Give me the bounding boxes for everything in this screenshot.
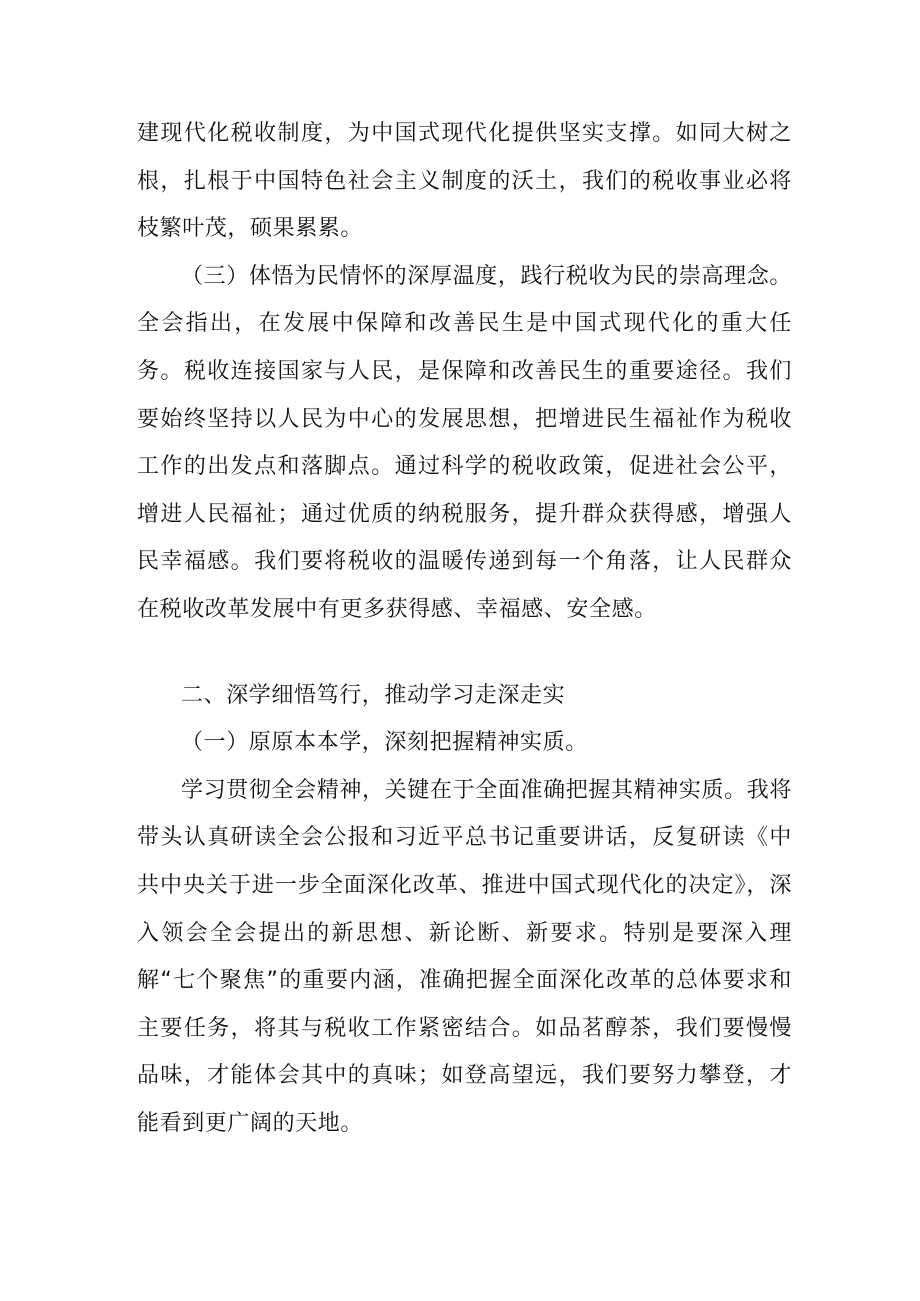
- section-heading-two: 二、深学细悟笃行，推动学习走深走实: [181, 682, 566, 708]
- document-body: [137, 110, 792, 1147]
- paragraph-section-three: （三）体悟为民情怀的深厚温度，践行税收为民的崇高理念。全会指出，在发展中保障和改善民生是中国式现代化的重大任务。税收连接国家与人民，是保障和改善民生的重要途径。我们要始终坚持以人民为中心的发展思想，把增进民生福祉作为税收工作的出发点和落脚点。通过科学的税收政策，促进社会公平，增进人民福祉；通过优质的纳税服务，提升群众获得感，增强人民幸福感。我们要将税收的温暖传递到每一个角落，让人民群众在税收改革发展中有更多获得感、幸福感、安全感。: [137, 263, 792, 622]
- paragraph-study: 学习贯彻全会精神，关键在于全面准确把握其精神实质。我将带头认真研读全会公报和习近平总书记重要讲话，反复研读《中共中央关于进一步全面深化改革、推进中国式现代化的决定》，深入领会全会提出的新思想、新论断、新要求。特别是要深入理解“七个聚焦”的重要内涵，准确把握全面深化改革的总体要求和主要任务，将其与税收工作紧密结合。如品茗醇茶，我们要慢慢品味，才能体会其中的真味；如登高望远，我们要努力攀登，才能看到更广阔的天地。: [137, 777, 792, 1136]
- subheading-one: （一）原原本本学，深刻把握精神实质。: [181, 730, 588, 756]
- paragraph-continuation: 建现代化税收制度，为中国式现代化提供坚实支撑。如同大树之根，扎根于中国特色社会主义制度的沃土，我们的税收事业必将枝繁叶茂，硕果累累。: [137, 121, 792, 242]
